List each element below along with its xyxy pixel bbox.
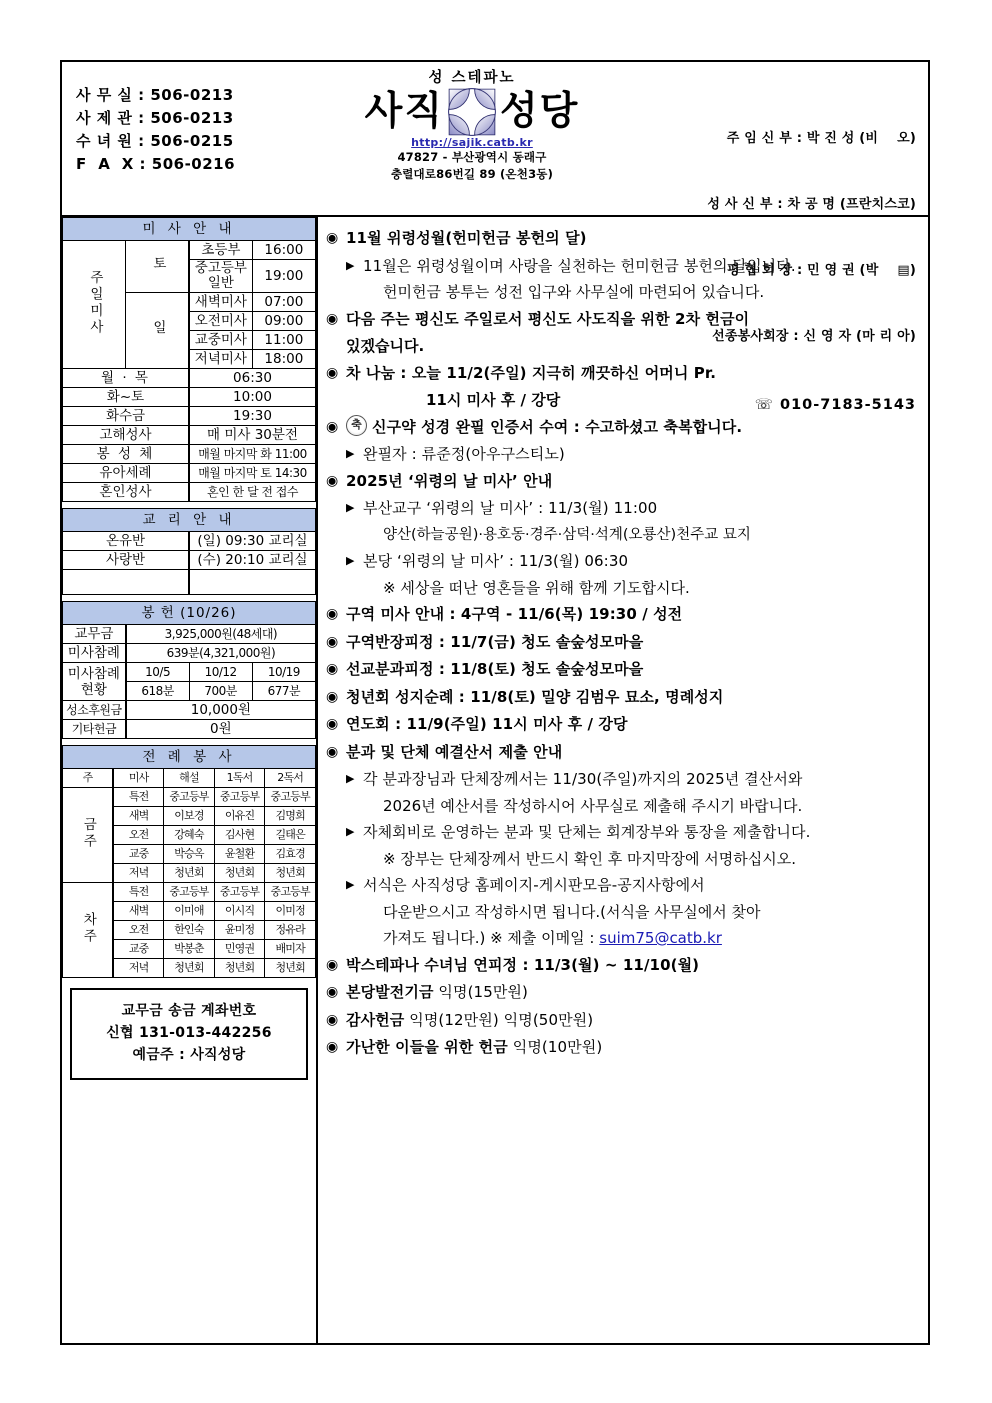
offering-table-title: 봉 헌 (10/26) xyxy=(63,602,316,625)
server-name: 길태은 xyxy=(265,826,316,845)
server-name: 이보경 xyxy=(164,807,215,826)
weekday-value: 혼인 한 달 전 접수 xyxy=(189,483,316,502)
announcement-subitem: ▶ 본당 ‘위령의 날 미사’ : 11/3(월) 06:30 xyxy=(326,548,922,575)
announcement-subitem: ▶ 각 분과장님과 단체장께서는 11/30(주일)까지의 2025년 결산서와 xyxy=(326,766,922,793)
server-name: 윤철환 xyxy=(214,845,265,864)
congratulation-stamp-icon: 축 xyxy=(346,415,367,436)
mass-table-title: 미 사 안 내 xyxy=(63,218,316,241)
attendance-date: 10/12 xyxy=(189,663,252,682)
announcement-item: ◉ 분과 및 단체 예결산서 제출 안내 xyxy=(326,739,922,766)
mass-time: 16:00 xyxy=(252,241,315,260)
parish-title-left: 사직 xyxy=(364,89,444,134)
triangle-bullet-icon: ▶ xyxy=(346,825,355,838)
table-row xyxy=(63,883,316,902)
staff-funeral-chair: 선종봉사회장 : 신 영 자 (마 리 아) xyxy=(712,329,916,344)
announcement-item: ◉ 2025년 ‘위령의 날 미사’ 안내 xyxy=(326,468,922,495)
weekday-value: 06:30 xyxy=(189,369,316,388)
server-name: 배미자 xyxy=(265,940,316,959)
announcement-note: ※ 세상을 떠난 영혼들을 위해 함께 기도합시다. xyxy=(383,578,690,597)
mass-name: 교중미사 xyxy=(189,331,252,350)
announcement-continuation: 2026년 예산서를 작성하시어 사무실로 제출해 주시기 바랍니다. xyxy=(383,796,803,815)
server-name: 한인숙 xyxy=(164,921,215,940)
weekday-value: 매 미사 30분전 xyxy=(189,426,316,445)
week-label-next: 차주 xyxy=(63,883,114,978)
mass-time: 19:00 xyxy=(252,260,315,293)
server-name: 이유진 xyxy=(214,807,265,826)
weekday-label: 고해성사 xyxy=(63,426,190,445)
server-name: 강혜숙 xyxy=(164,826,215,845)
doctrine-value: (일) 09:30 교리실 xyxy=(189,532,316,551)
announcement-item: ◉ 축 신구약 성경 완필 인증서 수여 : 수고하셨고 축복합니다. xyxy=(326,414,922,441)
weekday-value: 매월 마지막 화 11:00 xyxy=(189,445,316,464)
table-row xyxy=(63,701,316,720)
announcement-item: ◉ 다음 주는 평신도 주일로서 평신도 사도직을 위한 2차 헌금이 xyxy=(326,306,922,333)
server-name: 중고등부 xyxy=(265,883,316,902)
bullet-icon: ◉ xyxy=(326,716,339,732)
mass-slot: 오전 xyxy=(113,921,164,940)
mass-slot: 특전 xyxy=(113,883,164,902)
mass-time: 18:00 xyxy=(252,350,315,369)
bullet-icon: ◉ xyxy=(326,310,339,327)
weekday-label: 화~토 xyxy=(63,388,190,407)
contact-fax: F A X : 506-0216 xyxy=(76,155,236,173)
announcement-item: ◉ 감사헌금 익명(12만원) 익명(50만원) xyxy=(326,1007,922,1034)
sunday-label: 일 xyxy=(126,293,189,369)
offering-value: 639분(4,321,000원) xyxy=(126,644,316,663)
parish-contact-list xyxy=(76,84,301,176)
table-row xyxy=(63,663,316,682)
announcement-item: ◉ 박스테파나 수녀님 연피정 : 11/3(월) ~ 11/10(월) xyxy=(326,952,922,979)
attendance-count: 618분 xyxy=(126,682,189,701)
triangle-bullet-icon: ▶ xyxy=(346,501,355,514)
table-row xyxy=(63,720,316,739)
announcements-column xyxy=(318,217,928,1343)
offering-value: 0원 xyxy=(126,720,316,739)
bulletin-body xyxy=(62,217,928,1343)
mass-name: 저녁미사 xyxy=(189,350,252,369)
offering-label: 기타헌금 xyxy=(63,720,126,739)
offering-label: 성소후원금 xyxy=(63,701,126,720)
mass-time: 11:00 xyxy=(252,331,315,350)
server-name: 청년회 xyxy=(265,959,316,978)
column-header-reading2: 2독서 xyxy=(265,769,316,788)
table-row xyxy=(63,570,316,595)
announcement-continuation: 11시 미사 후 / 강당 xyxy=(426,391,561,409)
attendance-date: 10/19 xyxy=(252,663,315,682)
server-name: 민영권 xyxy=(214,940,265,959)
liturgy-table-title: 전 례 봉 사 xyxy=(63,746,316,769)
server-name: 이시직 xyxy=(214,902,265,921)
server-name: 윤미정 xyxy=(214,921,265,940)
announcement-continuation: 가져도 됩니다.) ※ 제출 이메일 : suim75@catb.kr xyxy=(383,929,722,947)
doctrine-table-title: 교 리 안 내 xyxy=(63,509,316,532)
weekday-label: 봉 성 체 xyxy=(63,445,190,464)
mass-schedule-table xyxy=(62,217,316,502)
announcement-item: ◉ 연도회 : 11/9(주일) 11시 미사 후 / 강당 xyxy=(326,711,922,738)
staff-phone: ☏ 010-7183-5143 xyxy=(754,397,916,413)
table-row xyxy=(63,426,316,445)
announcement-subitem: ▶ 자체회비로 운영하는 분과 및 단체는 회계장부와 통장을 제출합니다. xyxy=(326,819,922,846)
bullet-icon: ◉ xyxy=(326,364,339,381)
announcement-continuation: 양산(하늘공원)·용호동·경주·삼덕·석계(오룡산)천주교 묘지 xyxy=(383,526,751,543)
contact-rectory: 사 제 관 : 506-0213 xyxy=(76,109,234,127)
triangle-bullet-icon: ▶ xyxy=(346,772,355,785)
table-row xyxy=(63,532,316,551)
announcement-item: ◉ 구역반장피정 : 11/7(금) 청도 솔숲성모마을 xyxy=(326,629,922,656)
staff-council-chair: 평 협 회 장 : 민 영 권 (박 ▤) xyxy=(727,263,916,278)
announcement-item: ◉ 청년회 성지순례 : 11/8(토) 밀양 김범우 묘소, 명례성지 xyxy=(326,684,922,711)
column-header-reading1: 1독서 xyxy=(214,769,265,788)
triangle-bullet-icon: ▶ xyxy=(346,447,355,460)
mass-name: 오전미사 xyxy=(189,312,252,331)
server-name: 이미정 xyxy=(265,902,316,921)
bullet-icon: ◉ xyxy=(326,472,339,489)
announcement-subitem: ▶ 완필자 : 류준정(아우구스티노) xyxy=(326,441,922,468)
server-name: 박봉춘 xyxy=(164,940,215,959)
staff-associate: 성 사 신 부 : 차 공 명 (프란치스코) xyxy=(707,197,916,212)
doctrine-label: 온유반 xyxy=(63,532,190,551)
weekday-label: 화수금 xyxy=(63,407,190,426)
announcement-item: ◉ 선교분과피정 : 11/8(토) 청도 솔숲성모마을 xyxy=(326,656,922,683)
server-name: 중고등부 xyxy=(214,883,265,902)
mass-slot: 저녁 xyxy=(113,959,164,978)
mass-slot: 새벽 xyxy=(113,902,164,921)
announcement-continuation: 다운받으시고 작성하시면 됩니다.(서식을 사무실에서 찾아 xyxy=(383,902,761,921)
table-row xyxy=(63,625,316,644)
announcement-item: ◉ 가난한 이들을 위한 헌금 익명(10만원) xyxy=(326,1034,922,1061)
server-name: 이미애 xyxy=(164,902,215,921)
server-name: 청년회 xyxy=(214,864,265,883)
mass-name: 초등부 xyxy=(189,241,252,260)
bullet-icon: ◉ xyxy=(326,418,339,435)
offering-label: 미사참례 xyxy=(63,644,126,663)
server-name: 중고등부 xyxy=(164,788,215,807)
parish-cross-logo-icon xyxy=(446,86,498,138)
sunday-mass-group-label: 주일미사 xyxy=(63,241,126,369)
triangle-bullet-icon: ▶ xyxy=(346,878,355,891)
submission-email-link[interactable]: suim75@catb.kr xyxy=(599,929,722,947)
server-name: 청년회 xyxy=(164,864,215,883)
table-row xyxy=(63,644,316,663)
mass-slot: 오전 xyxy=(113,826,164,845)
account-number: 신협 131-013-442256 xyxy=(106,1025,272,1041)
weekday-label: 유아세례 xyxy=(63,464,190,483)
announcement-item: ◉ 11월 위령성월(헌미헌금 봉헌의 달) xyxy=(326,225,922,252)
column-header-week: 주 xyxy=(63,769,114,788)
triangle-bullet-icon: ▶ xyxy=(346,554,355,567)
offering-value: 10,000원 xyxy=(126,701,316,720)
bullet-icon: ◉ xyxy=(326,633,339,650)
table-row xyxy=(63,483,316,502)
table-row xyxy=(63,445,316,464)
mass-slot: 새벽 xyxy=(113,807,164,826)
mass-name: 새벽미사 xyxy=(189,293,252,312)
announcement-subitem: ▶ 부산교구 ‘위령의 날 미사’ : 11/3(월) 11:00 xyxy=(326,495,922,522)
announcement-continuation: 있겠습니다. xyxy=(346,337,425,355)
bullet-icon: ◉ xyxy=(326,661,339,677)
table-row xyxy=(63,369,316,388)
parish-website-link[interactable]: http://sajik.catb.kr xyxy=(411,136,533,149)
announcement-subitem: ▶ 11월은 위령성월이며 사랑을 실천하는 헌미헌금 봉헌의 달입니다. xyxy=(326,253,922,280)
liturgical-service-table xyxy=(62,745,316,978)
doctrine-label: 사랑반 xyxy=(63,551,190,570)
server-name: 김사현 xyxy=(214,826,265,845)
attendance-label: 미사참례 현황 xyxy=(63,663,126,701)
mass-time: 09:00 xyxy=(252,312,315,331)
patron-saint-name: 성 스테파노 xyxy=(428,70,516,86)
table-row xyxy=(63,788,316,807)
bullet-icon: ◉ xyxy=(326,1011,339,1028)
bullet-icon: ◉ xyxy=(326,984,339,1000)
doctrine-class-table xyxy=(62,508,316,595)
offering-label: 교무금 xyxy=(63,625,126,644)
weekday-label: 월 · 목 xyxy=(63,369,190,388)
contact-office: 사 무 실 : 506-0213 xyxy=(76,86,234,104)
left-column xyxy=(62,217,318,1343)
table-row xyxy=(63,241,316,260)
announcement-item: ◉ 구역 미사 안내 : 4구역 - 11/6(목) 19:30 / 성전 xyxy=(326,601,922,628)
bullet-icon: ◉ xyxy=(326,743,339,760)
bullet-icon: ◉ xyxy=(326,956,339,973)
doctrine-label xyxy=(63,570,190,595)
server-name: 중고등부 xyxy=(265,788,316,807)
announcement-subitem: ▶ 서식은 사직성당 홈페이지-게시판모음-공지사항에서 xyxy=(326,872,922,899)
parish-title-right: 성당 xyxy=(500,89,580,134)
bullet-icon: ◉ xyxy=(326,1039,339,1055)
table-row xyxy=(63,407,316,426)
account-title: 교무금 송금 계좌번호 xyxy=(121,1003,257,1019)
announcement-note: ※ 장부는 단체장께서 반드시 확인 후 마지막장에 서명하십시오. xyxy=(383,849,796,868)
server-name: 김효경 xyxy=(265,845,316,864)
triangle-bullet-icon: ▶ xyxy=(346,258,355,272)
staff-pastor: 주 임 신 부 : 박 진 성 (비 오) xyxy=(726,131,916,146)
announcement-continuation: 헌미헌금 봉투는 성전 입구와 사무실에 마련되어 있습니다. xyxy=(383,283,765,301)
weekday-value: 10:00 xyxy=(189,388,316,407)
saturday-label: 토 xyxy=(126,241,189,293)
server-name: 중고등부 xyxy=(164,883,215,902)
offering-value: 3,925,000원(48세대) xyxy=(126,625,316,644)
mass-time: 07:00 xyxy=(252,293,315,312)
parish-address-line2: 충렬대로86번길 89 (온천3동) xyxy=(390,167,554,181)
server-name: 정유라 xyxy=(265,921,316,940)
mass-slot: 저녁 xyxy=(113,864,164,883)
account-holder: 예금주 : 사직성당 xyxy=(132,1047,246,1063)
week-label-current: 금주 xyxy=(63,788,114,883)
announcement-item: ◉ 본당발전기금 익명(15만원) xyxy=(326,979,922,1006)
weekday-value: 매월 마지막 토 14:30 xyxy=(189,464,316,483)
parish-address-line1: 47827 - 부산광역시 동래구 xyxy=(397,150,547,164)
bulletin-sheet xyxy=(60,60,930,1345)
server-name: 청년회 xyxy=(214,959,265,978)
offering-table xyxy=(62,601,316,739)
server-name: 중고등부 xyxy=(214,788,265,807)
parish-title xyxy=(307,86,637,138)
attendance-count: 677분 xyxy=(252,682,315,701)
bullet-icon: ◉ xyxy=(326,230,339,246)
table-row xyxy=(63,464,316,483)
mass-name: 중고등부 일반 xyxy=(189,260,252,293)
bank-account-box xyxy=(70,988,308,1080)
announcement-item: ◉ 차 나눔 : 오늘 11/2(주일) 지극히 깨끗하신 어머니 Pr. xyxy=(326,360,922,387)
table-row xyxy=(63,551,316,570)
bullet-icon: ◉ xyxy=(326,606,339,622)
server-name: 김명희 xyxy=(265,807,316,826)
server-name: 박승옥 xyxy=(164,845,215,864)
mass-slot: 교중 xyxy=(113,940,164,959)
server-name: 청년회 xyxy=(265,864,316,883)
column-header-commentary: 해설 xyxy=(164,769,215,788)
table-header-row xyxy=(63,769,316,788)
attendance-count: 700분 xyxy=(189,682,252,701)
column-header-mass: 미사 xyxy=(113,769,164,788)
parish-identity xyxy=(307,66,637,183)
mass-slot: 교중 xyxy=(113,845,164,864)
table-row xyxy=(63,388,316,407)
weekday-label: 혼인성사 xyxy=(63,483,190,502)
doctrine-value xyxy=(189,570,316,595)
bullet-icon: ◉ xyxy=(326,688,339,705)
server-name: 청년회 xyxy=(164,959,215,978)
weekday-value: 19:30 xyxy=(189,407,316,426)
doctrine-value: (수) 20:10 교리실 xyxy=(189,551,316,570)
contact-convent: 수 녀 원 : 506-0215 xyxy=(76,132,234,150)
mass-slot: 특전 xyxy=(113,788,164,807)
attendance-date: 10/5 xyxy=(126,663,189,682)
